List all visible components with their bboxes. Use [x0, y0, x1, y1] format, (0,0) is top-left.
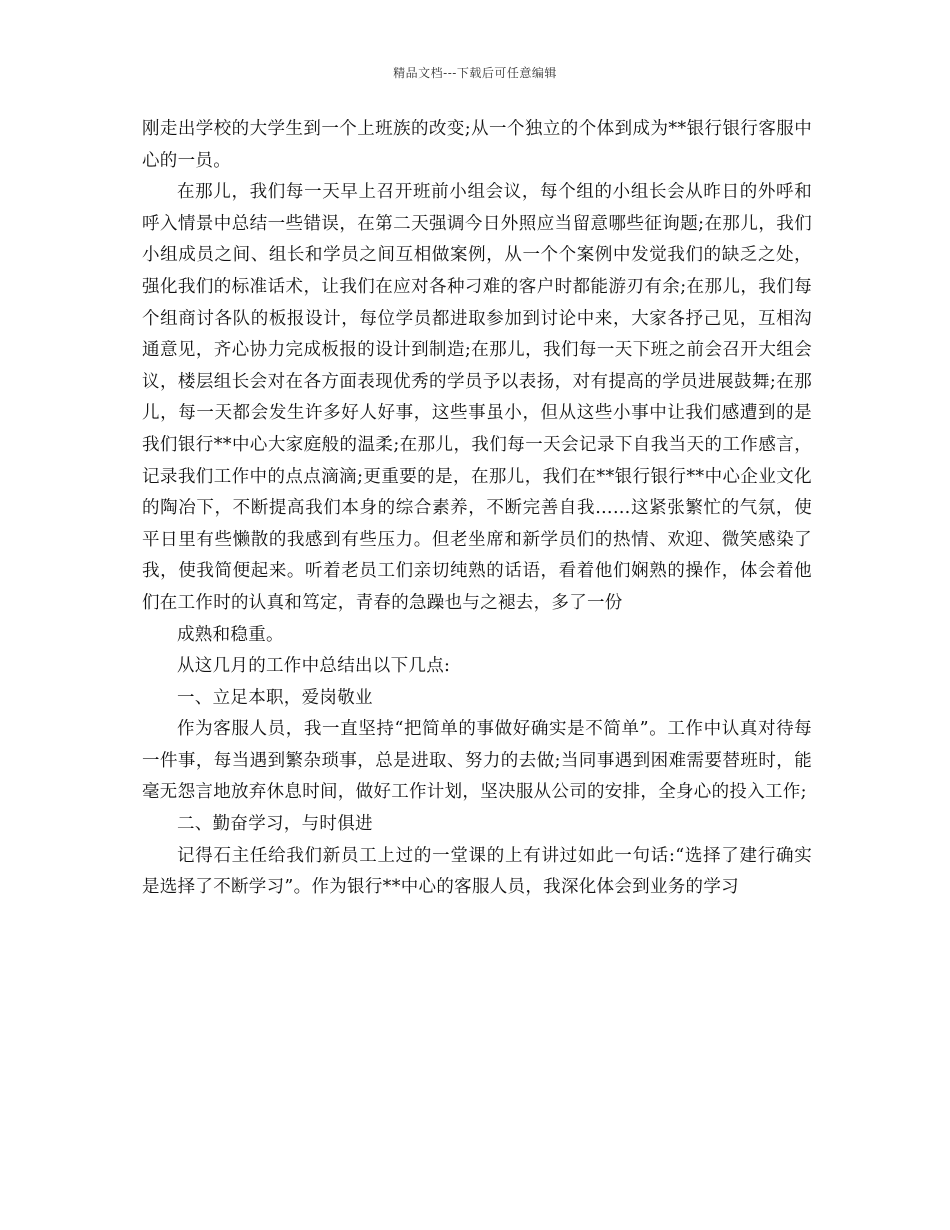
section-heading-2: 二、勤奋学习，与时俱进 — [177, 814, 373, 835]
paragraph-3: 成熟和稳重。 — [177, 624, 284, 645]
paragraph-1: 刚走出学校的大学生到一个上班族的改变;从一个独立的个体到成为**银行银行客服中心的一员。 — [142, 119, 812, 171]
paragraph-2: 在那儿，我们每一天早上召开班前小组会议，每个组的小组长会从昨日的外呼和呼入情景中总结一些错误，在第二天强调今日外照应当留意哪些征询题;在那儿，我们小组成员之间、组长和学员之间互相做案例，从一个个案例中发觉我们的缺乏之处，强化我们的标准话术，让我们在应对各种刁难的客户时都能游刃有余;在那儿，我们每个组商讨各队的板报设计，每位学员都进取参加到讨论中来，大家各抒己见，互相沟通意见，齐心协力完成板报的设计到制造;在那儿，我们每一天下班之前会召开大组会议，楼层组长会对在各方面表现优秀的学员予以表扬，对有提高的学员进展鼓舞;在那儿，每一天都会发生许多好人好事，这些事虽小，但从这些小事中让我们感遭到的是我们银行**中心大家庭般的温柔;在那儿，我们每一天会记录下自我当天的工作感言，记录我们工作中的点点滴滴;更重要的是，在那儿，我们在**银行银行**中心企业文化的陶冶下，不断提高我们本身的综合素养，不断完善自我……这紧张繁忙的气氛，使平日里有些懒散的我感到有些压力。但老坐席和新学员们的热情、欢迎、微笑感染了我，使我简便起来。听着老员工们亲切纯熟的话语，看着他们娴熟的操作，体会着他们在工作时的认真和笃定，青春的急躁也与之褪去，多了一份 — [142, 182, 812, 613]
document-body — [142, 114, 812, 904]
paragraph-4: 从这几月的工作中总结出以下几点: — [177, 656, 451, 677]
section-heading-1: 一、立足本职，爱岗敬业 — [177, 687, 373, 708]
paragraph-6: 记得石主任给我们新员工上过的一堂课的上有讲过如此一句话:“选择了建行确实是选择了不断学习”。作为银行**中心的客服人员，我深化体会到业务的学习 — [142, 845, 812, 898]
page-header: 精品文档---下载后可任意编辑 — [393, 66, 557, 80]
paragraph-5: 作为客服人员，我一直坚持“把简单的事做好确实是不简单”。工作中认真对待每一件事，每当遇到繁杂琐事，总是进取、努力的去做;当同事遇到困难需要替班时，能毫无怨言地放弃休息时间，做好工作计划，坚决服从公司的安排，全身心的投入工作; — [142, 719, 812, 803]
